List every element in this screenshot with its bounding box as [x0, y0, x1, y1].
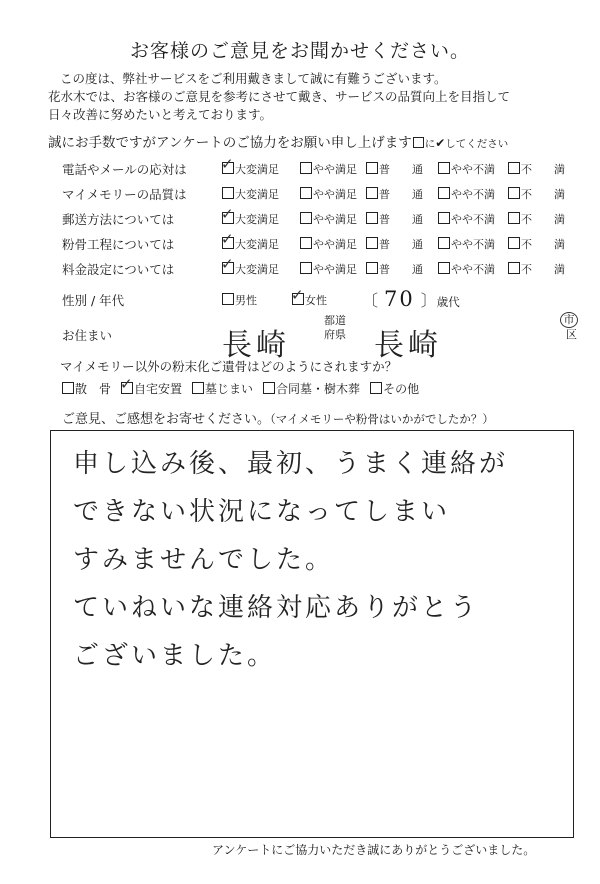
rating-option[interactable] [508, 211, 565, 227]
rating-option[interactable] [438, 186, 495, 202]
rating-option[interactable] [221, 155, 279, 177]
comment-handwritten-line: すみませんでした。 [73, 545, 335, 575]
disposal-option-label: 自宅安置 [134, 382, 183, 396]
checkbox-icon[interactable] [438, 237, 450, 249]
checkbox-checked-icon[interactable]: ✓ [221, 205, 234, 223]
checkbox-checked-icon[interactable]: ✓ [221, 155, 234, 173]
rating-row [62, 185, 582, 207]
city-suffix: 市 区 [560, 312, 578, 342]
gender-age-row [62, 286, 582, 315]
address-row [62, 313, 592, 363]
intro-line: この度は、弊社サービスをご利用戴きまして誠に有難うございます。 [60, 71, 447, 86]
checkbox-icon[interactable] [508, 162, 520, 174]
rating-option-label: 不 満 [521, 238, 565, 251]
rating-option-label: 普 通 [379, 263, 423, 276]
checkbox-icon[interactable] [300, 187, 312, 199]
rating-option-label: やや不満 [451, 188, 495, 201]
rating-option[interactable] [366, 186, 423, 202]
checkbox-checked-icon[interactable]: ✓ [221, 230, 234, 248]
rating-option-label: 大変満足 [235, 238, 279, 251]
city-handwritten[interactable]: 長崎 [374, 328, 442, 363]
rating-option-label: 不 満 [521, 263, 565, 276]
rating-option-label: 普 通 [379, 163, 423, 176]
checkbox-icon[interactable] [438, 162, 450, 174]
rating-option[interactable] [300, 236, 357, 252]
checkbox-icon[interactable] [508, 237, 520, 249]
request-line: 誠にお手数ですがアンケートのご協力をお願い申し上げます に✔してください [48, 135, 509, 151]
checkbox-checked-icon[interactable]: ✓ [120, 375, 133, 393]
rating-option[interactable] [366, 161, 423, 177]
checkbox-icon[interactable] [263, 382, 275, 394]
rating-option-label: 大変満足 [235, 163, 279, 176]
checkbox-icon[interactable] [366, 212, 378, 224]
rating-question-label: 粉骨工程については [62, 237, 175, 252]
rating-option-label: 大変満足 [235, 263, 279, 276]
gender-female-option[interactable]: ✓ 女性 [291, 286, 327, 307]
checkbox-icon[interactable] [508, 212, 520, 224]
prefecture-handwritten[interactable]: 長崎 [222, 328, 290, 363]
rating-option-label: やや不満 [451, 238, 495, 251]
age-value: 70 [384, 287, 415, 311]
disposal-option[interactable] [192, 382, 253, 396]
rating-option-label: やや満足 [313, 213, 357, 226]
comment-label: ご意見、ご感想をお寄せください。（マイメモリーや粉骨はいかがでしたか？） [62, 412, 494, 427]
checkbox-checked-icon[interactable]: ✓ [291, 286, 304, 304]
rating-option[interactable] [438, 261, 495, 277]
address-label: お住まい [62, 328, 113, 343]
check-mark-icon: ✔ [435, 136, 446, 150]
disposal-option-label: 合同墓・樹木葬 [276, 382, 361, 396]
rating-option[interactable] [366, 236, 423, 252]
rating-question-label: 電話やメールの応対は [62, 162, 187, 177]
age-field[interactable]: 〔 70 〕歳代 [362, 287, 460, 311]
checkbox-icon[interactable] [438, 262, 450, 274]
rating-option[interactable] [438, 236, 495, 252]
rating-option[interactable] [221, 205, 279, 227]
checkbox-icon[interactable] [370, 382, 382, 394]
checkbox-icon[interactable] [300, 162, 312, 174]
checkbox-checked-icon[interactable]: ✓ [221, 255, 234, 273]
checkbox-icon[interactable] [192, 382, 204, 394]
rating-option[interactable] [300, 186, 357, 202]
checkbox-icon[interactable] [300, 212, 312, 224]
rating-option[interactable] [300, 211, 357, 227]
rating-row [62, 155, 582, 182]
rating-option[interactable] [508, 161, 565, 177]
checkbox-icon[interactable] [366, 187, 378, 199]
checkbox-icon[interactable] [366, 162, 378, 174]
comment-handwritten-line: 申し込み後、最初、うまく連絡が [73, 449, 509, 479]
rating-option-label: 普 通 [379, 188, 423, 201]
rating-option[interactable] [438, 211, 495, 227]
rating-option[interactable] [300, 161, 357, 177]
rating-option-label: やや満足 [313, 263, 357, 276]
rating-option-label: やや満足 [313, 188, 357, 201]
intro-line: 日々改善に努めたいと考えております。 [48, 107, 273, 122]
checkbox-icon[interactable] [508, 262, 520, 274]
rating-option[interactable] [300, 261, 357, 277]
request-text: 誠にお手数ですがアンケートのご協力をお願い申し上げます [48, 135, 412, 151]
checkbox-icon[interactable] [438, 187, 450, 199]
comment-handwritten-line: できない状況になってしまい [73, 497, 451, 527]
comment-handwritten-line: ていねいな連絡対応ありがとう [73, 593, 480, 623]
survey-title: お客様のご意見をお聞かせください。 [129, 40, 470, 62]
checkbox-icon[interactable] [366, 237, 378, 249]
rating-row [62, 230, 582, 257]
rating-option-label: 普 通 [379, 213, 423, 226]
disposal-option-label: 散 骨 [75, 382, 112, 396]
rating-option-label: やや不満 [451, 163, 495, 176]
rating-option-label: やや不満 [451, 213, 495, 226]
gender-age-label: 性別 / 年代 [62, 293, 125, 308]
rating-option[interactable] [366, 211, 423, 227]
rating-row [62, 205, 582, 232]
disposal-question: マイメモリー以外の粉末化ご遺骨はどのようにされますか？ [60, 359, 398, 374]
rating-option[interactable] [222, 186, 279, 202]
rating-question-label: 料金設定については [62, 262, 175, 277]
checkbox-icon[interactable] [222, 293, 234, 305]
disposal-option[interactable] [62, 382, 111, 396]
rating-option-label: 大変満足 [235, 213, 279, 226]
rating-question-label: マイメモリーの品質は [62, 187, 187, 202]
disposal-options [62, 375, 429, 397]
rating-option[interactable] [508, 186, 565, 202]
rating-option[interactable] [438, 161, 495, 177]
rating-option[interactable] [508, 236, 565, 252]
disposal-option[interactable] [263, 382, 360, 396]
rating-option-label: やや満足 [313, 238, 357, 251]
rating-option[interactable] [366, 261, 423, 277]
hint-checkbox-icon [413, 137, 424, 148]
disposal-option[interactable] [370, 382, 419, 396]
rating-option-label: 不 満 [521, 188, 565, 201]
comment-handwritten-line: ございました。 [73, 641, 277, 671]
rating-option[interactable] [221, 255, 279, 277]
rating-option-label: 大変満足 [235, 188, 279, 201]
checkbox-icon[interactable] [222, 187, 234, 199]
checkbox-icon[interactable] [438, 212, 450, 224]
rating-row [62, 255, 582, 282]
checkbox-icon[interactable] [62, 382, 74, 394]
checkbox-icon[interactable] [300, 262, 312, 274]
intro-text [48, 70, 511, 124]
prefecture-suffix: 都道 府県 [324, 314, 346, 341]
comment-box[interactable] [50, 430, 574, 838]
rating-option-label: 普 通 [379, 238, 423, 251]
rating-option-label: やや満足 [313, 163, 357, 176]
footer-thanks: アンケートにご協力いただき誠にありがとうございました。 [212, 843, 536, 857]
checkbox-icon[interactable] [300, 237, 312, 249]
rating-option-label: やや不満 [451, 263, 495, 276]
gender-male-option[interactable]: 男性 [222, 292, 257, 308]
disposal-option-label: 墓じまい [205, 382, 254, 396]
rating-option[interactable] [221, 230, 279, 252]
checkbox-icon[interactable] [508, 187, 520, 199]
rating-option-label: 不 満 [521, 213, 565, 226]
rating-option-label: 不 満 [521, 163, 565, 176]
disposal-option[interactable] [120, 375, 183, 396]
intro-line: 花水木では、お客様のご意見を参考にさせて戴き、サービスの品質向上を目指して [48, 89, 511, 104]
rating-question-label: 郵送方法については [62, 212, 175, 227]
disposal-option-label: その他 [383, 382, 420, 396]
checkbox-icon[interactable] [366, 262, 378, 274]
rating-option[interactable] [508, 261, 565, 277]
